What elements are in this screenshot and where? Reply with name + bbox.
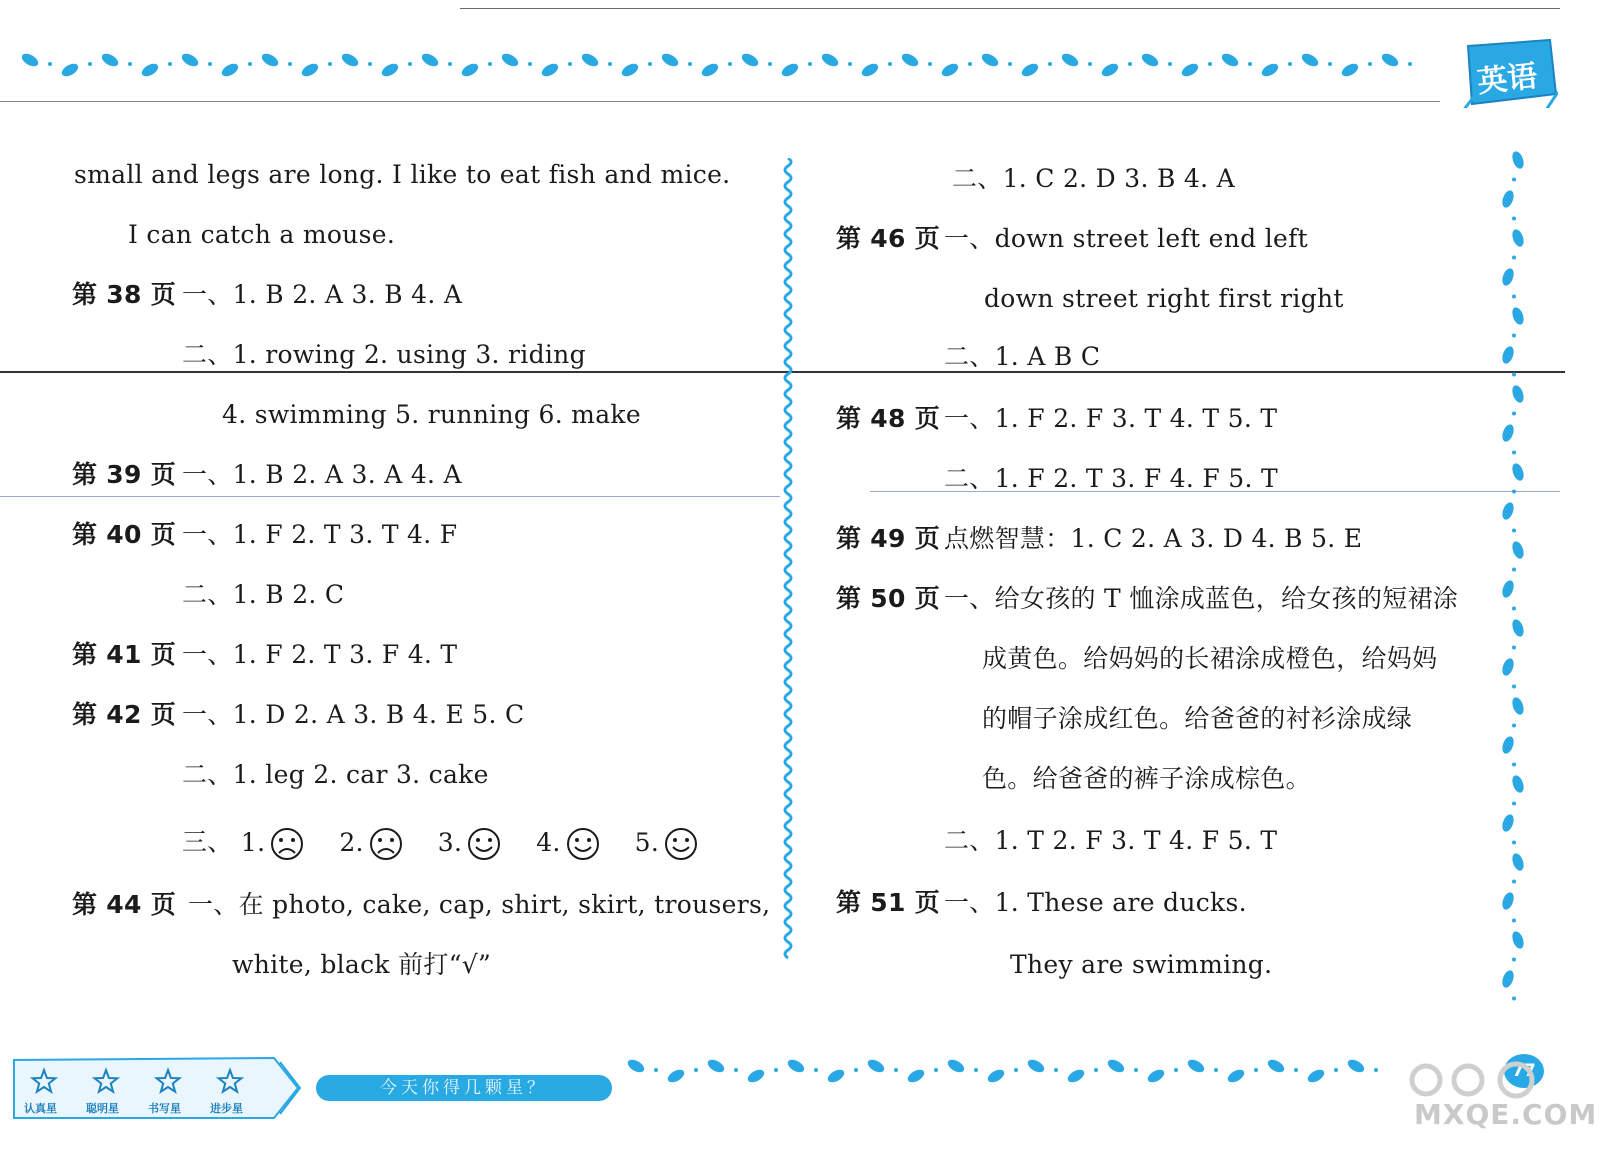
answer-line: 点燃智慧：1. C 2. A 3. D 4. B 5. E (944, 524, 1363, 553)
answer-line: 二、1. C 2. D 3. B 4. A (952, 164, 1235, 193)
bottom-border-decoration (626, 1046, 1386, 1086)
smiley-face-icon (663, 826, 699, 862)
star-label: 书写星 (148, 1102, 181, 1115)
answer-line: down street right first right (984, 284, 1344, 313)
answer-line: 二、1. T 2. F 3. T 4. F 5. T (944, 826, 1278, 855)
answer-line: 一、在 photo, cake, cap, shirt, skirt, trousers, (188, 890, 771, 919)
answer-line: 二、1. rowing 2. using 3. riding (182, 340, 586, 369)
answer-line: 成黄色。给妈妈的长裙涂成橙色，给妈妈 (982, 644, 1438, 673)
answer-line: 色。给爸爸的裤子涂成棕色。 (982, 764, 1311, 793)
answer-line: 二、1. F 2. T 3. F 4. F 5. T (944, 464, 1278, 493)
face-answer (241, 828, 305, 857)
page-label: 第 42 页 (72, 700, 176, 729)
page-label: 第 38 页 (72, 280, 176, 309)
answer-line: 一、1. F 2. F 3. T 4. T 5. T (944, 404, 1278, 433)
page-label: 第 51 页 (836, 888, 940, 917)
page-label: 第 40 页 (72, 520, 176, 549)
page-label: 第 39 页 (72, 460, 176, 489)
answer-line: 一、down street left end left (944, 224, 1308, 253)
page-label: 第 50 页 (836, 584, 940, 613)
face-answer-number: 1. (240, 827, 266, 857)
answer-line: They are swimming. (1010, 950, 1273, 979)
page-label: 第 44 页 (72, 890, 176, 919)
sad-face-icon (368, 826, 404, 862)
answer-line: I can catch a mouse. (128, 220, 396, 249)
face-answer (438, 828, 502, 857)
scan-line (0, 101, 1440, 102)
page-label: 第 49 页 (836, 524, 940, 553)
answer-line: 的帽子涂成红色。给爸爸的衬衫涂成绿 (982, 704, 1413, 733)
answer-line: 二、1. B 2. C (182, 580, 345, 609)
top-border-decoration (20, 40, 1430, 90)
face-answer (339, 828, 403, 857)
scan-line (460, 8, 1560, 9)
star-label: 认真星 (24, 1102, 57, 1115)
smiley-face-icon (565, 826, 601, 862)
answer-line: small and legs are long. I like to eat fish and mice. (74, 160, 731, 189)
answer-line: 一、给女孩的 T 恤涂成蓝色，给女孩的短裙涂 (944, 584, 1459, 613)
face-answer-number: 5. (634, 827, 660, 857)
answer-line: 一、1. F 2. T 3. T 4. F (182, 520, 458, 549)
answer-prefix: 三、 (182, 827, 233, 857)
faces-answer-row (182, 826, 699, 862)
face-answer-number: 2. (339, 827, 364, 857)
answer-line: 一、1. B 2. A 3. B 4. A (182, 280, 463, 309)
page-label: 第 41 页 (72, 640, 176, 669)
page-label: 第 46 页 (836, 224, 940, 253)
answer-line: 一、1. B 2. A 3. A 4. A (182, 460, 462, 489)
page-label: 第 48 页 (836, 404, 940, 433)
answer-line: 4. swimming 5. running 6. make (222, 400, 641, 429)
daily-star-banner: 今天你得几颗星？ (316, 1075, 612, 1101)
subject-label: 英语 (1475, 58, 1540, 101)
answer-line: 一、1. These are ducks. (944, 888, 1247, 917)
answer-line: 二、1. A B C (944, 342, 1101, 371)
face-answer (635, 828, 699, 857)
column-divider (780, 158, 796, 968)
face-answer-number: 3. (437, 827, 463, 857)
answer-line: 二、1. leg 2. car 3. cake (182, 760, 489, 789)
right-border-decoration (1496, 150, 1532, 1010)
answer-line: white, black 前打“√” (232, 950, 492, 979)
star-label: 聪明星 (86, 1102, 119, 1115)
star-label: 进步星 (210, 1102, 243, 1115)
face-answer-number: 4. (536, 827, 561, 857)
scan-line (0, 496, 780, 497)
smiley-face-icon (466, 826, 502, 862)
answer-line: 一、1. F 2. T 3. F 4. T (182, 640, 458, 669)
watermark-text: MXQE.COM (1414, 1098, 1598, 1131)
answer-line: 一、1. D 2. A 3. B 4. E 5. C (182, 700, 525, 729)
sad-face-icon (269, 826, 305, 862)
faces-list (241, 828, 699, 857)
page-number: 77 (1504, 1054, 1544, 1088)
watermark-logo (1406, 1060, 1556, 1100)
face-answer (536, 828, 600, 857)
